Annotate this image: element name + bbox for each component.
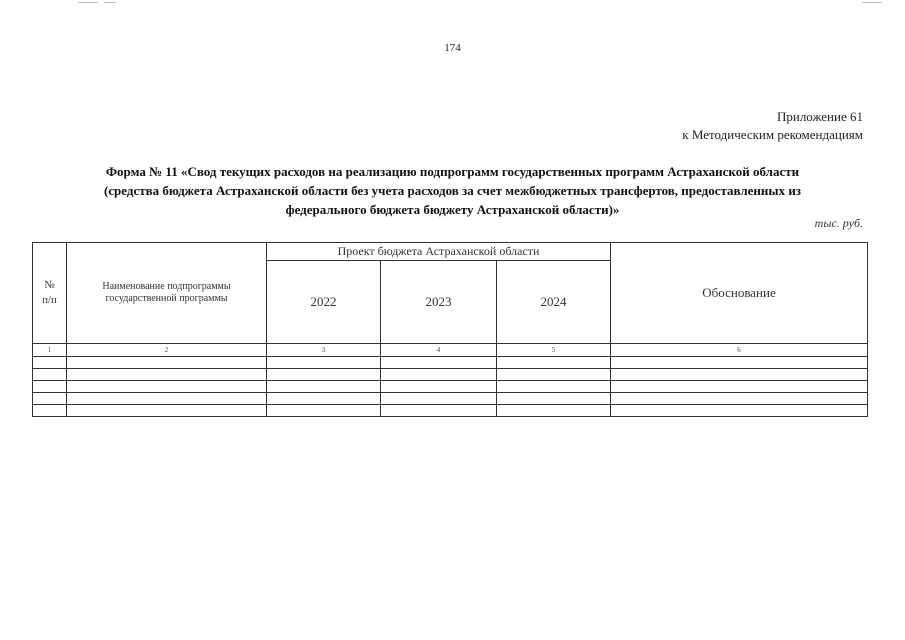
table-row xyxy=(33,381,868,393)
table-cell xyxy=(497,393,611,405)
table-cell xyxy=(611,357,868,369)
column-index-cell: 1 xyxy=(33,344,67,357)
table-row xyxy=(33,357,868,369)
form-title-line-1: Форма № 11 «Свод текущих расходов на реализацию подпрограмм государственных программ Астраханской области xyxy=(105,164,800,179)
table-cell xyxy=(67,405,267,417)
header-basis: Обоснование xyxy=(611,243,868,344)
table-cell xyxy=(267,381,381,393)
table-cell xyxy=(33,357,67,369)
table-cell xyxy=(497,357,611,369)
table-cell xyxy=(497,381,611,393)
appendix-line-2: к Методическим рекомендациям xyxy=(682,127,863,142)
table-cell xyxy=(497,405,611,417)
table-cell xyxy=(611,381,868,393)
table-cell xyxy=(267,393,381,405)
scan-mark xyxy=(104,2,116,3)
table-cell xyxy=(497,369,611,381)
column-index-cell: 5 xyxy=(497,344,611,357)
table-cell xyxy=(611,405,868,417)
table-row xyxy=(33,405,868,417)
table-cell xyxy=(33,393,67,405)
form-title xyxy=(30,162,875,219)
table-cell xyxy=(381,393,497,405)
scan-mark xyxy=(862,2,882,3)
table-cell xyxy=(33,405,67,417)
header-year-2023: 2023 xyxy=(381,261,497,344)
table-cell xyxy=(381,405,497,417)
table-row xyxy=(33,369,868,381)
header-budget-project: Проект бюджета Астраханской области xyxy=(267,243,611,261)
table-cell xyxy=(267,405,381,417)
form-title-line-3: федерального бюджета бюджету Астраханской области)» xyxy=(285,202,620,217)
header-row-number: № п/п xyxy=(33,243,67,344)
form-table xyxy=(32,242,868,417)
table-cell xyxy=(33,369,67,381)
table-cell xyxy=(267,369,381,381)
column-index-cell: 4 xyxy=(381,344,497,357)
table-cell xyxy=(611,393,868,405)
appendix-line-1: Приложение 61 xyxy=(776,109,863,124)
table-row xyxy=(33,393,868,405)
table-cell xyxy=(33,381,67,393)
header-subprogram-name: Наименование подпрограммы государственной программы xyxy=(67,243,267,344)
units-label: тыс. руб. xyxy=(814,216,863,230)
column-index-cell: 2 xyxy=(67,344,267,357)
table-header-row xyxy=(33,243,868,261)
table-cell xyxy=(67,381,267,393)
table-cell xyxy=(67,369,267,381)
page-number: 174 xyxy=(444,42,461,54)
table-cell xyxy=(67,393,267,405)
table-cell xyxy=(381,357,497,369)
table-cell xyxy=(381,381,497,393)
column-index-cell: 6 xyxy=(611,344,868,357)
appendix-note xyxy=(682,108,863,144)
header-year-2024: 2024 xyxy=(497,261,611,344)
column-index-row xyxy=(33,344,868,357)
table-cell xyxy=(381,369,497,381)
table-cell xyxy=(67,357,267,369)
column-index-cell: 3 xyxy=(267,344,381,357)
table-cell xyxy=(611,369,868,381)
table-cell xyxy=(267,357,381,369)
form-title-line-2: (средства бюджета Астраханской области без учета расходов за счет межбюджетных трансфертов, предоставленных из xyxy=(103,183,802,198)
header-year-2022: 2022 xyxy=(267,261,381,344)
scan-mark xyxy=(78,2,98,3)
